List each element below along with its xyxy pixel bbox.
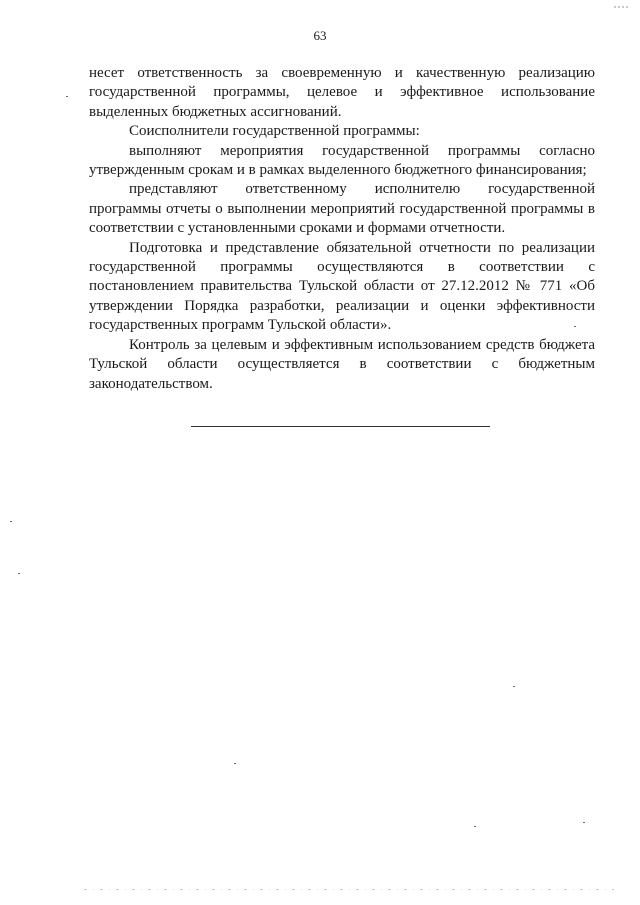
paragraph-reporting-procedure: Подготовка и представление обязательной отчетности по реализации государственной программы осуществляются в соответствии с постановлением правительства Тульской области от 27.12.2012 № 771 «Об утверждении Порядка разработки, реализации и оценки эффективности государственных программ Тульской области».	[89, 239, 595, 334]
paragraph-responsibility-continued: несет ответственность за своевременную и качественную реализацию государственной программы, целевое и эффективное использование выделенных бюджетных ассигнований.	[89, 65, 595, 120]
scan-artifact	[614, 6, 628, 8]
scan-artifact	[474, 826, 476, 827]
page-number: 63	[313, 28, 327, 43]
paragraph-co-executors-implement: выполняют мероприятия государственной программы согласно утвержденным срокам и в рамках выделенного бюджетного финансирования;	[89, 142, 595, 179]
paragraph-co-executors-report: представляют ответственному исполнителю государственной программы отчеты о выполнении мероприятий государственной программы в соответствии с установленными сроками и формами отчетности.	[89, 181, 595, 237]
scan-artifact	[583, 822, 585, 823]
document-body	[89, 64, 595, 394]
paragraph-co-executors-heading: Соисполнители государственной программы:	[129, 123, 420, 140]
closing-divider-line	[191, 426, 490, 427]
scan-artifact	[10, 521, 12, 522]
scan-artifact	[84, 889, 614, 890]
scan-artifact	[18, 573, 20, 574]
scan-artifact	[234, 763, 236, 764]
scan-artifact	[66, 96, 68, 97]
scan-artifact	[513, 686, 515, 687]
paragraph-budget-control: Контроль за целевым и эффективным использованием средств бюджета Тульской области осуществляется в соответствии с бюджетным законодательством.	[89, 336, 595, 392]
scan-artifact	[574, 326, 576, 327]
